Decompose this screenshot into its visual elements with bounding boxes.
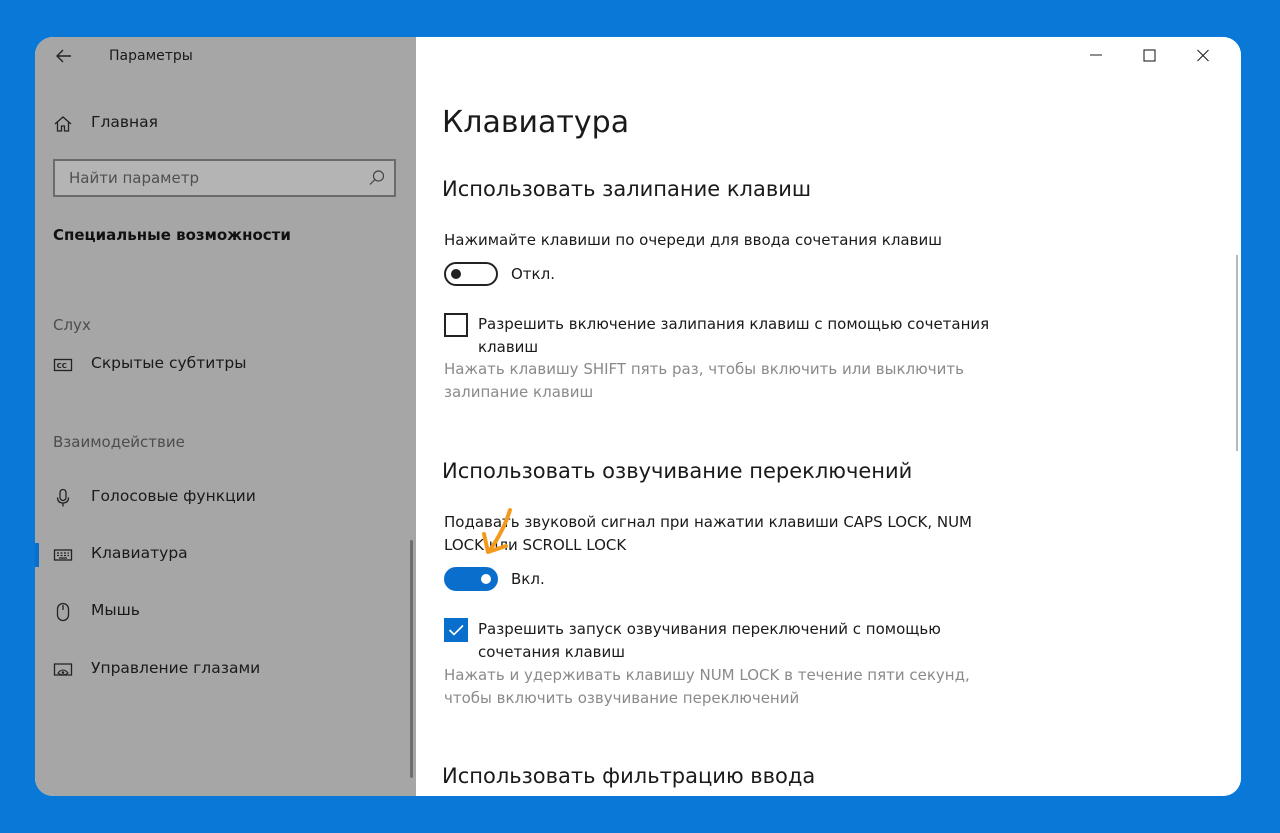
title-bar xyxy=(35,37,416,77)
sticky-keys-toggle-state: Откл. xyxy=(511,265,555,283)
section-title-filter-keys: Использовать фильтрацию ввода xyxy=(442,764,816,788)
toggle-keys-toggle[interactable] xyxy=(444,567,498,591)
eye-control-icon xyxy=(53,660,73,680)
sidebar-item-label: Голосовые функции xyxy=(91,487,256,505)
sticky-keys-shortcut-label: Разрешить включение залипания клавиш с помощью сочетания клавиш xyxy=(478,315,990,356)
sticky-keys-hint: Нажать клавишу SHIFT пять раз, чтобы включить или выключить залипание клавиш xyxy=(444,360,964,401)
sidebar-item-label: Мышь xyxy=(91,601,140,619)
search-box[interactable] xyxy=(53,159,396,197)
sidebar-item-keyboard[interactable] xyxy=(35,535,416,575)
sidebar-item-eye-control[interactable] xyxy=(35,650,416,690)
toggle-keys-shortcut-label: Разрешить запуск озвучивания переключений с помощью сочетания клавиш xyxy=(478,620,941,661)
main-content xyxy=(416,37,1241,796)
sidebar-item-label: Управление глазами xyxy=(91,659,261,677)
sticky-keys-toggle[interactable] xyxy=(444,262,498,286)
keyboard-icon xyxy=(53,545,73,565)
home-icon xyxy=(53,114,73,134)
sidebar-item-closed-captions[interactable] xyxy=(35,345,416,385)
group-header-interaction: Взаимодействие xyxy=(53,433,185,451)
checkmark-icon xyxy=(446,620,466,640)
sidebar-item-label: Клавиатура xyxy=(91,544,188,562)
microphone-icon xyxy=(53,488,73,508)
search-input[interactable] xyxy=(55,161,355,195)
sidebar-item-mouse[interactable] xyxy=(35,592,416,632)
sidebar-item-label: Скрытые субтитры xyxy=(91,354,247,372)
page-title: Клавиатура xyxy=(442,105,630,140)
window-controls xyxy=(1071,37,1241,77)
sticky-keys-description: Нажимайте клавиши по очереди для ввода сочетания клавиш xyxy=(444,231,942,249)
section-title-toggle-keys: Использовать озвучивание переключений xyxy=(442,459,913,483)
sidebar xyxy=(35,37,416,796)
category-title: Специальные возможности xyxy=(53,226,291,244)
sidebar-scrollbar[interactable] xyxy=(410,540,413,778)
back-arrow-icon[interactable] xyxy=(53,45,75,67)
main-scrollbar[interactable] xyxy=(1236,255,1238,451)
toggle-keys-shortcut-checkbox[interactable] xyxy=(444,618,468,642)
closed-captions-icon xyxy=(53,355,73,375)
mouse-icon xyxy=(53,602,73,622)
search-icon[interactable] xyxy=(368,169,386,187)
sticky-keys-shortcut-checkbox[interactable] xyxy=(444,313,468,337)
section-title-sticky-keys: Использовать залипание клавиш xyxy=(442,177,812,201)
close-icon[interactable] xyxy=(1188,43,1218,69)
sidebar-item-speech[interactable] xyxy=(35,478,416,518)
selected-indicator xyxy=(35,543,39,567)
settings-window xyxy=(35,37,1241,796)
svg-text:CC: CC xyxy=(56,362,67,370)
maximize-icon[interactable] xyxy=(1134,43,1164,69)
toggle-keys-hint: Нажать и удерживать клавишу NUM LOCK в течение пяти секунд, чтобы включить озвучивание переключений xyxy=(444,666,970,707)
toggle-keys-toggle-state: Вкл. xyxy=(511,570,545,588)
sidebar-item-home[interactable] xyxy=(35,104,416,144)
app-title: Параметры xyxy=(109,48,193,64)
minimize-icon[interactable] xyxy=(1081,43,1111,69)
toggle-knob xyxy=(451,269,461,279)
toggle-keys-description: Подавать звуковой сигнал при нажатии клавиши CAPS LOCK, NUM LOCK или SCROLL LOCK xyxy=(444,513,973,554)
group-header-hearing: Слух xyxy=(53,316,91,334)
sidebar-item-label: Главная xyxy=(91,113,158,131)
toggle-knob xyxy=(481,574,491,584)
